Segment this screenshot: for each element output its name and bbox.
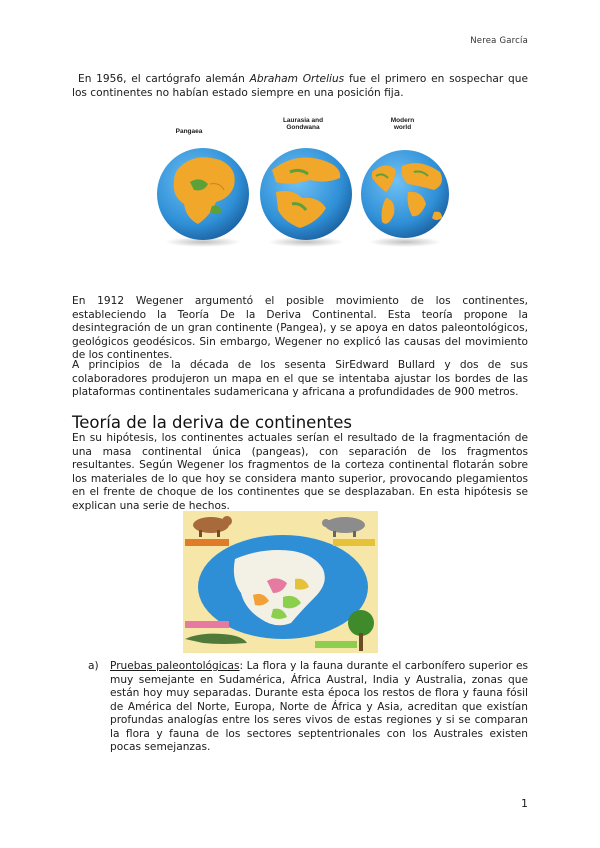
globe-label-modern-line2: world: [393, 124, 412, 131]
list-text: : La flora y la fauna durante el carbonífero superior es muy semejante en Sudamérica, África Austral, India y Australia, zonas que están hoy muy separadas. Durante esta época los restos de flora y fauna fósil de América del Norte, Europa, Norte de África y Asia, acreditan que existían profundas analogías entre los seres vivos de estas regiones y si se comparan la flora y fauna de los sectores septentrionales con los Australes existen pocas semejanzas.: [110, 660, 528, 753]
globe-label-laurasia-line2: Gondwana: [286, 124, 320, 131]
ortelius-name: Abraham Ortelius: [249, 73, 345, 85]
section-heading: Teoría de la deriva de continentes: [72, 413, 353, 432]
intro-paragraph: [72, 73, 528, 100]
list-item-a: [88, 660, 528, 755]
fossil-map-svg: [183, 511, 378, 653]
globe-pangaea: [157, 148, 249, 240]
list-body: [110, 660, 528, 755]
intro-text-before: En 1956, el cartógrafo alemán: [78, 73, 250, 85]
page-number: 1: [521, 797, 528, 810]
globe-laurasia-gondwana: [260, 148, 352, 240]
globe-label-modern-line1: Modern: [390, 117, 415, 124]
intro-text-after: fue el primero en sospechar que los continentes no habían estado siempre en una posición fija.: [72, 73, 528, 99]
globes-svg: [150, 112, 450, 252]
page-header-author: Nerea García: [470, 36, 528, 46]
bullard-paragraph: A principios de la década de los sesenta SirEdward Bullard y dos de sus colaboradores produjeron un mapa en el que se intentaba ajustar los bordes de las plataformas continentales sudamericana y africana a profundidades de 900 metros.: [72, 359, 528, 398]
list-term: Pruebas paleontológicas: [110, 660, 240, 672]
globes-figure: [150, 112, 450, 252]
globe-label-laurasia-line1: Laurasia and: [282, 117, 324, 124]
globe-modern-world: [361, 150, 449, 238]
hipotesis-paragraph: En su hipótesis, los continentes actuales serían el resultado de la fragmentación de una masa continental única (pangeas), con separación de los fragmentos resultantes. Según Wegener los fragmentos de la corteza continental flotarán sobre los materiales de lo que hoy se considera manto superior, provocando plegamientos en el frente de choque de los continentes que se desplazaban. En esta hipótesis se explican una serie de hechos.: [72, 432, 528, 512]
globe-label-pangaea: Pangaea: [175, 128, 203, 135]
list-marker: a): [88, 660, 99, 672]
wegener-paragraph: En 1912 Wegener argumentó el posible movimiento de los continentes, estableciendo la Teoría De la Deriva Continental. Esta teoría propone la desintegración de un gran continente (Pangea), y se apoya en datos paleontológicos, geológicos geodésicos. Sin embargo, Wegener no explicó las causas del movimiento de los continentes.: [72, 295, 528, 361]
fossil-map-figure: [183, 511, 378, 653]
